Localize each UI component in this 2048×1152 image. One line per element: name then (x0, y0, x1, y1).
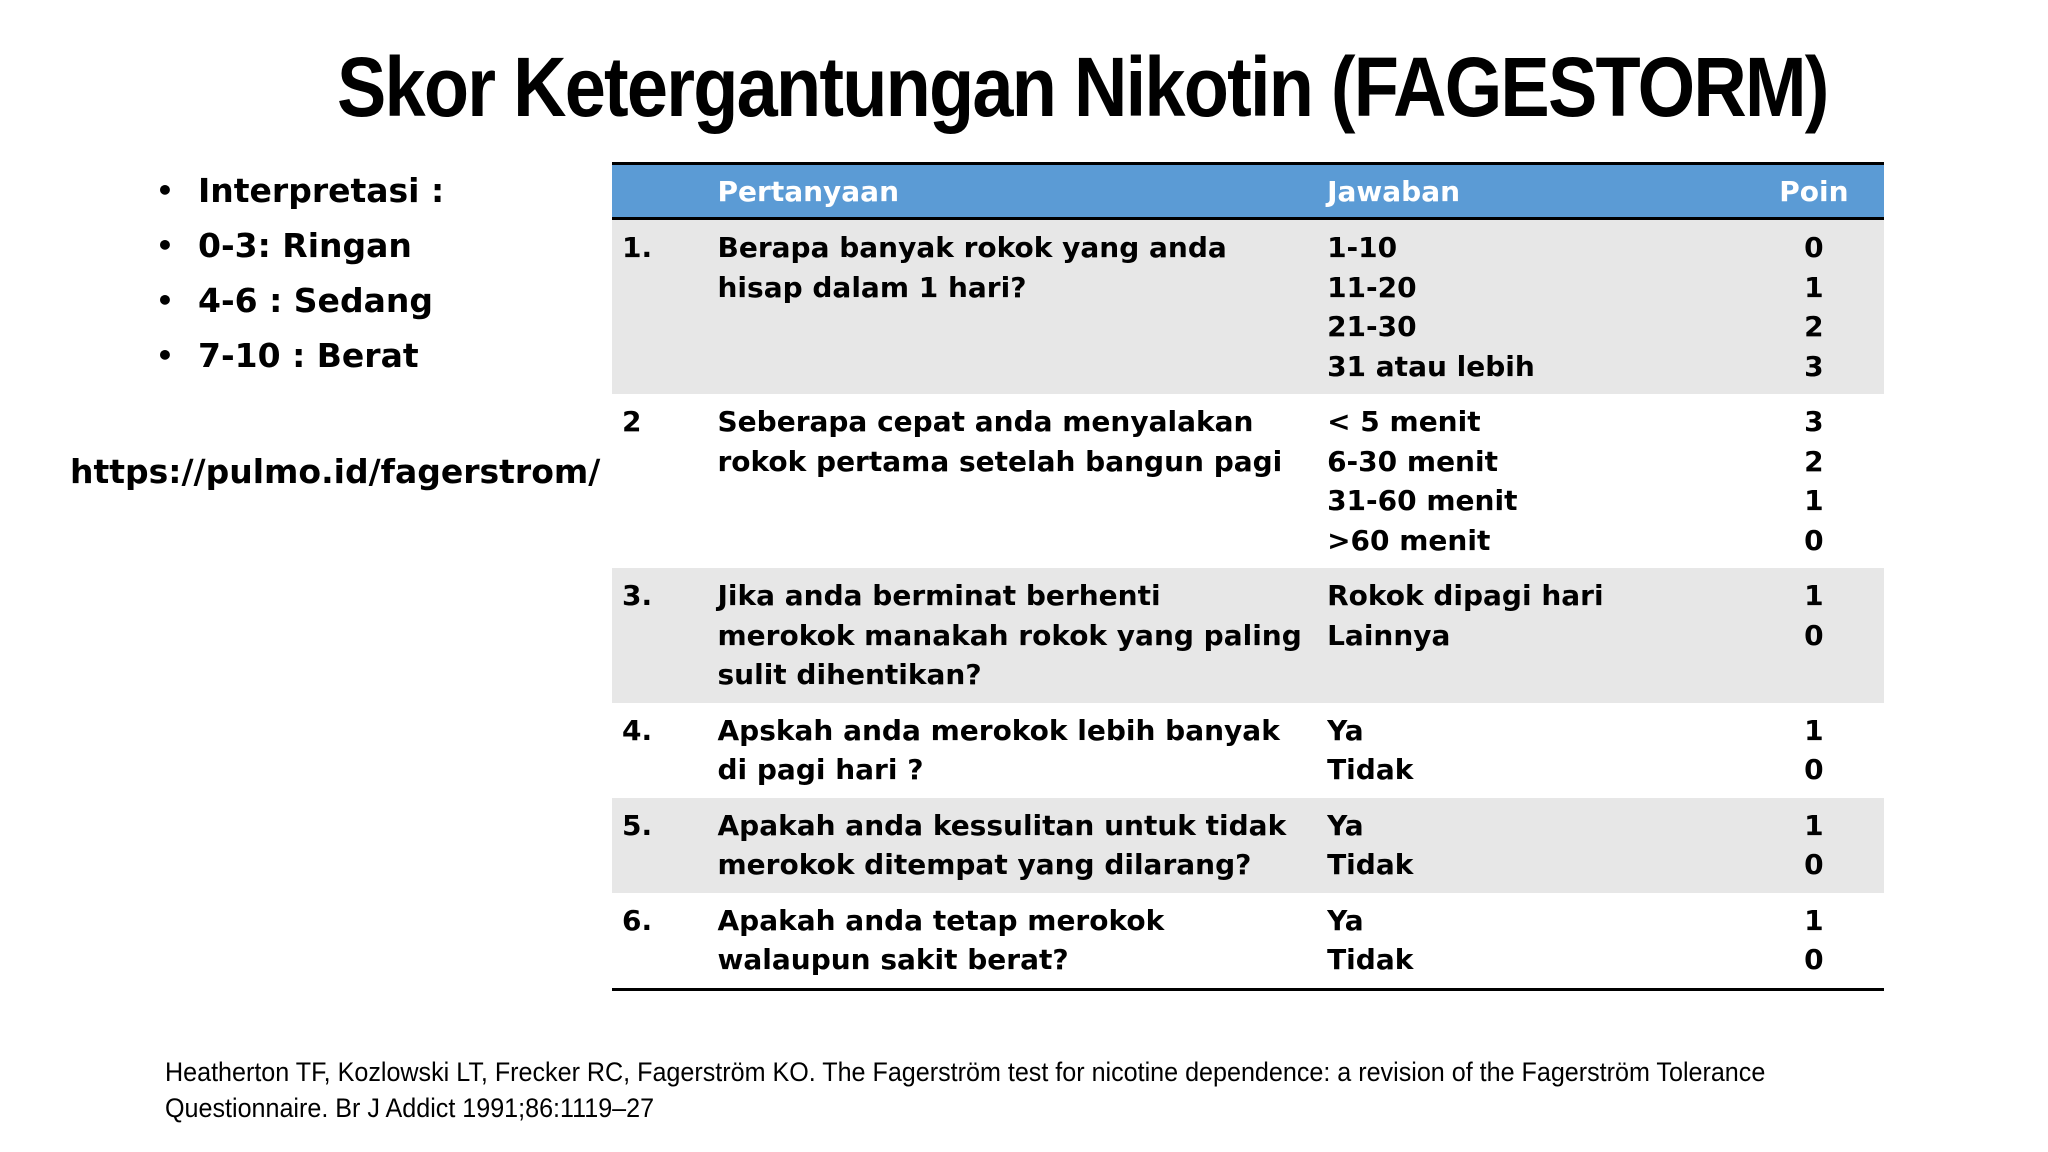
row-number: 1. (612, 219, 708, 395)
answer-option: Ya (1327, 713, 1364, 747)
answer-option: 11-20 (1327, 270, 1417, 304)
answer-option: 21-30 (1327, 310, 1417, 343)
point-value: 0 (1804, 231, 1824, 264)
row-points (1744, 703, 1884, 798)
table-row (612, 893, 1884, 990)
answer-option: >60 menit (1327, 523, 1491, 557)
bullet-icon: • (156, 339, 174, 372)
fagerstrom-table (612, 162, 1884, 991)
interpretation-item (156, 218, 444, 273)
row-answers (1317, 568, 1744, 703)
interpretation-text: 4-6 : Sedang (198, 281, 433, 320)
point-value: 3 (1804, 405, 1824, 438)
answer-option: Tidak (1327, 943, 1414, 976)
citation-reference: Heatherton TF, Kozlowski LT, Frecker RC, Fagerström KO. The Fagerström test for nicotine dependence: a revision of the Fagerström Tolerance Questionnaire. Br J Addict 1991;86:1119–27 (165, 1057, 1766, 1123)
row-question: Apakah anda tetap merokok walaupun sakit berat? (717, 903, 1165, 976)
row-answers (1317, 893, 1744, 990)
bullet-icon: • (156, 229, 174, 262)
table-row (612, 394, 1884, 568)
point-value: 0 (1804, 943, 1824, 976)
row-points (1744, 893, 1884, 990)
answer-option: 31-60 menit (1327, 484, 1518, 517)
row-number: 6. (622, 903, 653, 937)
table-row (612, 568, 1884, 703)
row-number: 2 (622, 405, 642, 438)
interpretation-text: 7-10 : Berat (198, 336, 419, 375)
point-value: 1 (1804, 808, 1824, 842)
header-number (612, 164, 708, 219)
point-value: 1 (1804, 484, 1824, 517)
header-points: Poin (1744, 164, 1884, 219)
row-question: Berapa banyak rokok yang anda hisap dalam 1 hari? (708, 219, 1318, 395)
bullet-icon: • (156, 174, 174, 207)
interpretation-text: 0-3: Ringan (198, 226, 412, 265)
answer-option: < 5 menit (1327, 405, 1481, 438)
table-row (612, 219, 1884, 395)
row-number: 4. (622, 713, 653, 747)
row-question: Apakah anda kessulitan untuk tidak merokok ditempat yang dilarang? (708, 798, 1318, 893)
point-value: 3 (1804, 349, 1824, 383)
row-points (1744, 219, 1884, 395)
point-value: 0 (1804, 523, 1824, 557)
interpretation-text: Interpretasi : (198, 171, 445, 210)
point-value: 1 (1804, 903, 1824, 937)
answer-option: Tidak (1327, 753, 1414, 786)
row-number: 5. (612, 798, 708, 893)
point-value: 0 (1804, 618, 1824, 652)
row-question: Apskah anda merokok lebih banyak di pagi hari ? (717, 713, 1280, 786)
row-points (1744, 568, 1884, 703)
row-answers (1317, 703, 1744, 798)
answer-option: Ya (1327, 903, 1364, 937)
header-answer: Jawaban (1317, 164, 1744, 219)
point-value: 2 (1804, 444, 1824, 478)
slide-title: Skor Ketergantungan Nikotin (FAGESTORM) (337, 40, 1828, 134)
point-value: 1 (1804, 713, 1824, 747)
interpretation-item (156, 273, 444, 328)
answer-option: 1-10 (1327, 231, 1398, 264)
point-value: 1 (1804, 579, 1824, 612)
interpretation-item (156, 328, 444, 383)
interpretation-heading (156, 163, 444, 218)
point-value: 2 (1804, 310, 1824, 343)
row-answers (1317, 219, 1744, 395)
answer-option: 31 atau lebih (1327, 349, 1535, 383)
row-points (1744, 394, 1884, 568)
table-row (612, 798, 1884, 893)
point-value: 0 (1804, 753, 1824, 786)
row-question: Seberapa cepat anda menyalakan rokok pertama setelah bangun pagi (717, 405, 1283, 478)
header-question: Pertanyaan (708, 164, 1318, 219)
point-value: 1 (1804, 270, 1824, 304)
row-question: Jika anda berminat berhenti merokok manakah rokok yang paling sulit dihentikan? (708, 568, 1318, 703)
answer-option: Rokok dipagi hari (1327, 579, 1604, 612)
table-header-row (612, 164, 1884, 219)
row-number: 3. (612, 568, 708, 703)
answer-option: Tidak (1327, 848, 1414, 881)
row-answers (1317, 798, 1744, 893)
answer-option: 6-30 menit (1327, 444, 1498, 478)
row-answers (1317, 394, 1744, 568)
interpretation-list (156, 163, 444, 383)
row-points (1744, 798, 1884, 893)
table-row (612, 703, 1884, 798)
point-value: 0 (1804, 848, 1824, 881)
answer-option: Ya (1327, 808, 1364, 842)
source-url: https://pulmo.id/fagerstrom/ (70, 452, 601, 491)
bullet-icon: • (156, 284, 174, 317)
answer-option: Lainnya (1327, 618, 1451, 652)
